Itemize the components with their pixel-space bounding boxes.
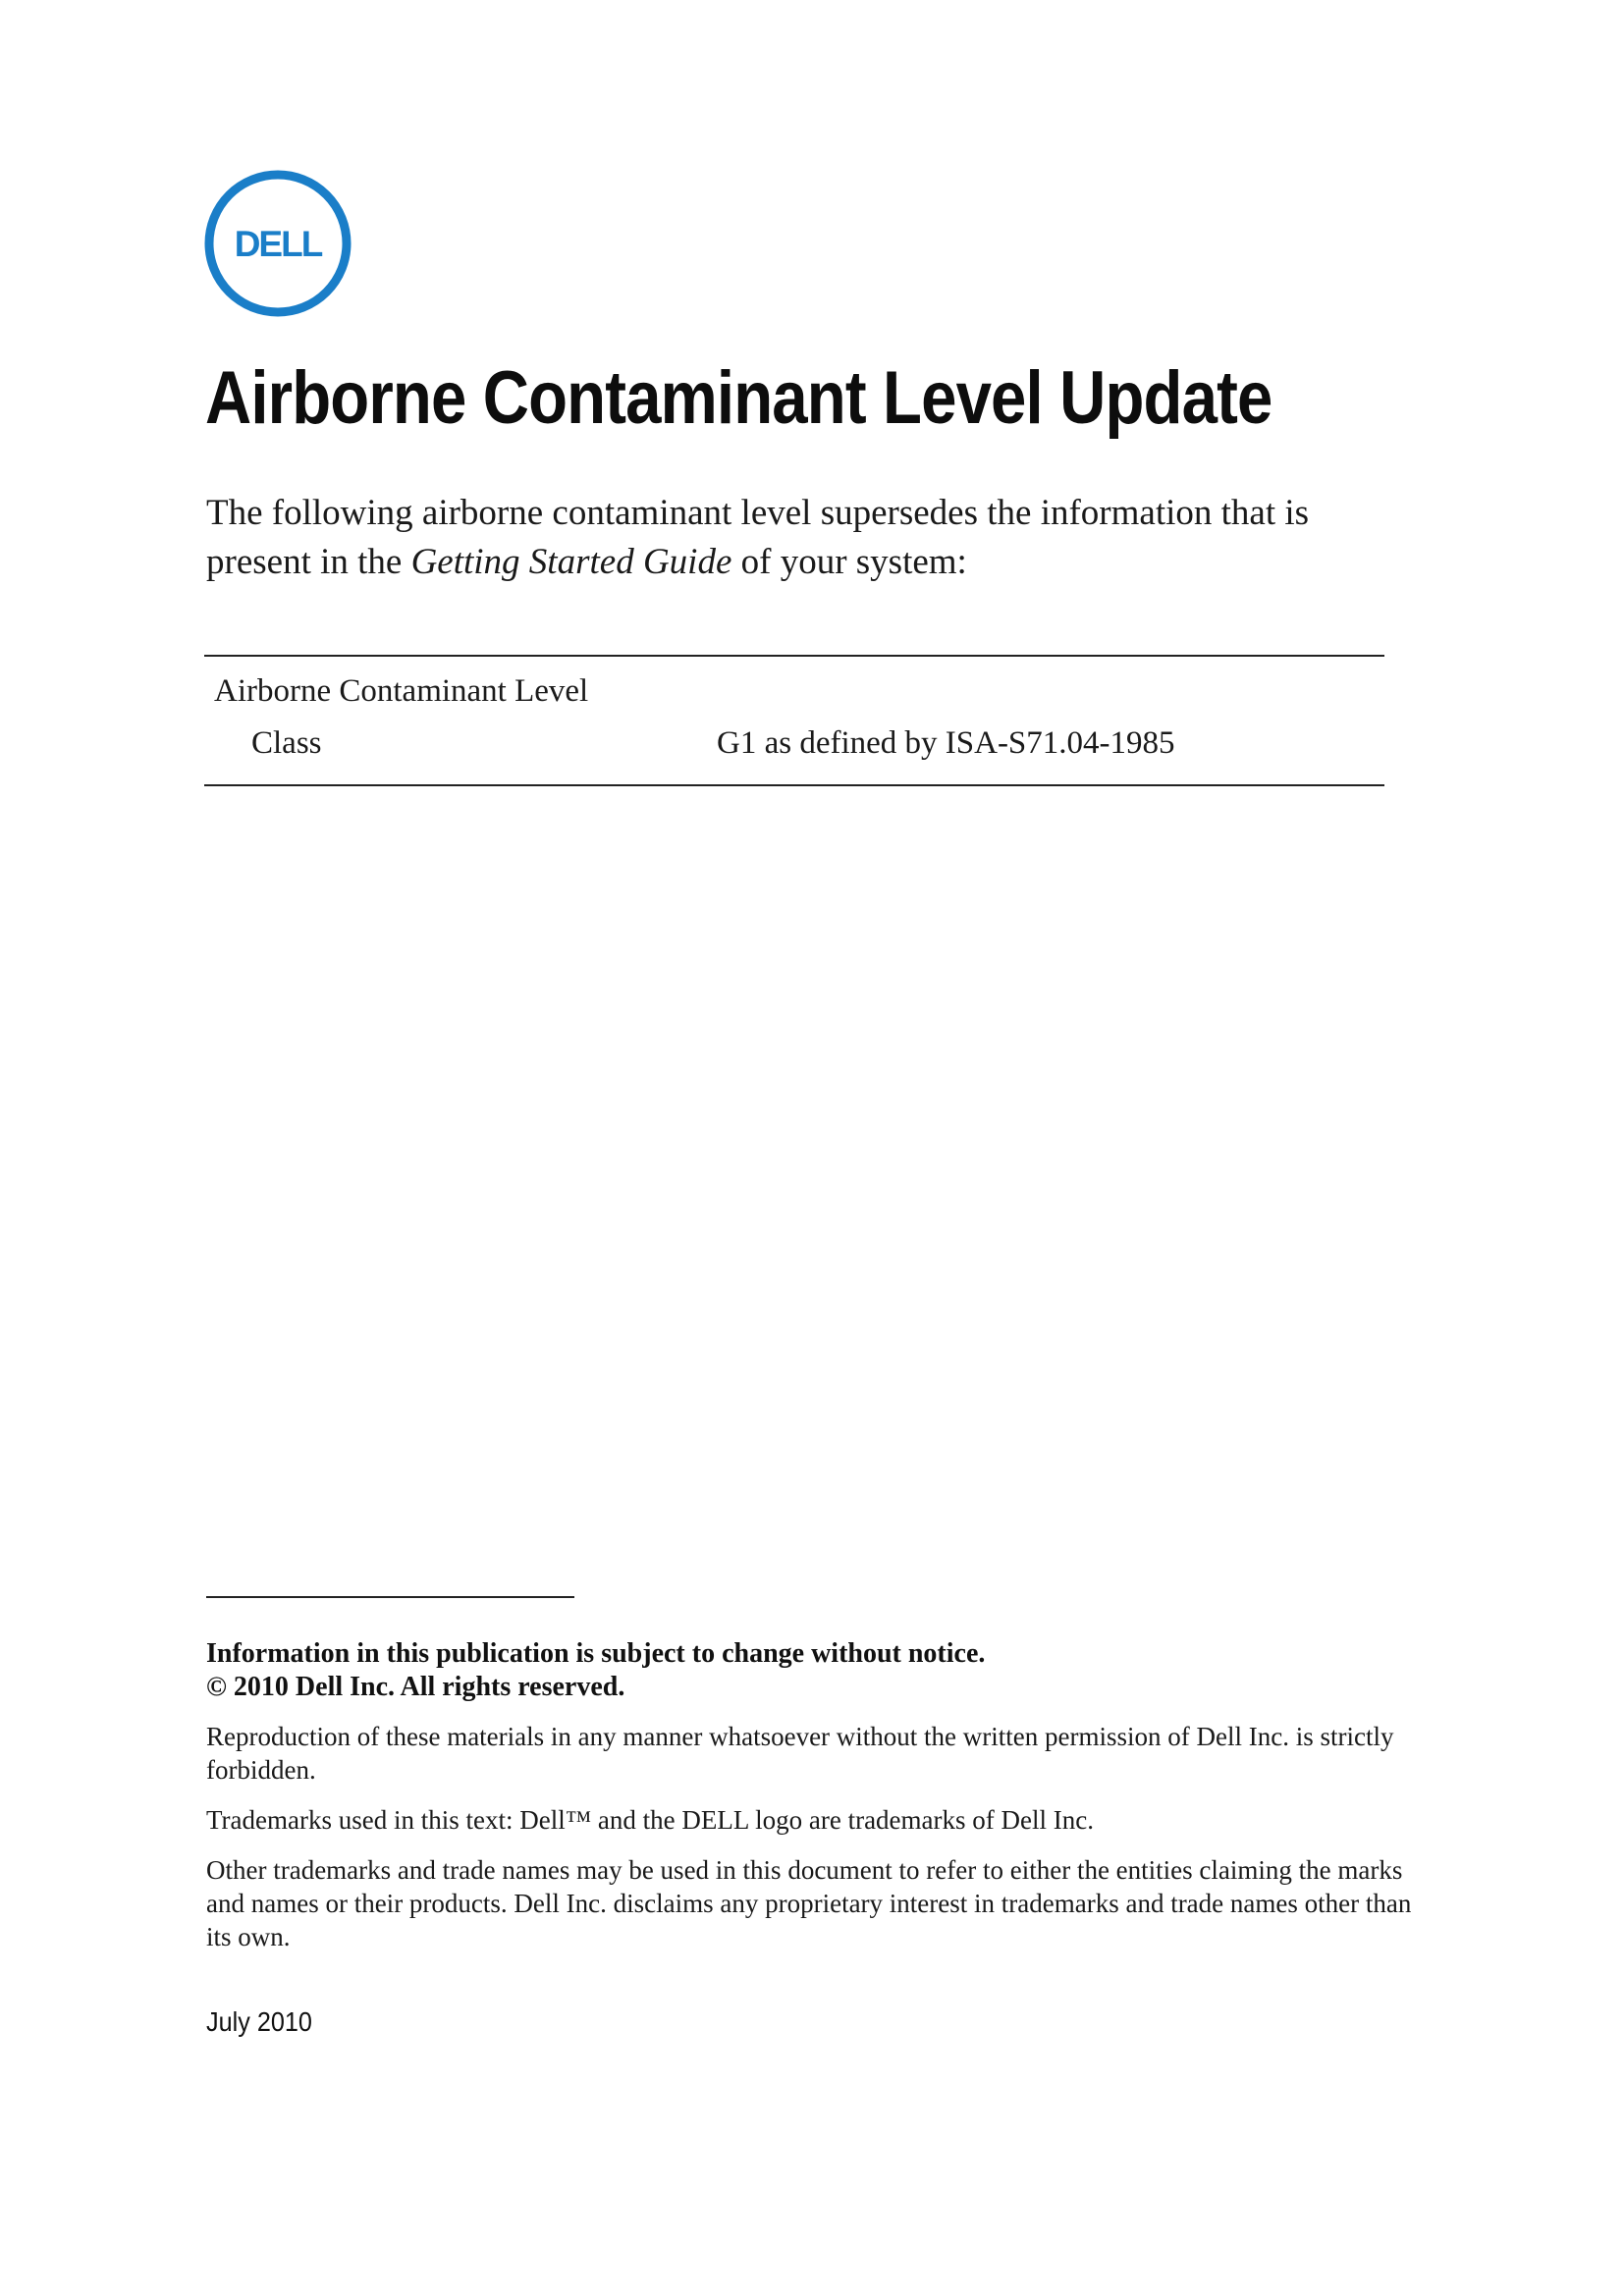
spec-table-heading: Airborne Contaminant Level [214,673,589,709]
notice-block [206,1637,985,1704]
intro-line-2-start: present in the [206,542,411,582]
reproduction-paragraph: Reproduction of these materials in any manner whatsoever without the written permission of Dell Inc. is strictly forbidden. [206,1722,1394,1785]
contaminant-spec-table [204,655,1384,786]
spec-label: Class [251,725,322,761]
page-title: Airborne Contaminant Level Update [205,356,1272,440]
intro-line-2-end: of your system: [731,542,967,582]
intro-line-1: The following airborne contaminant level supersedes the information that is [206,493,1310,533]
spec-row-class [204,716,1384,784]
other-trademarks-paragraph: Other trademarks and trade names may be used in this document to refer to either the entities claiming the marks and names or their products. Dell Inc. disclaims any proprietary interest in trademarks and trade names other than its own. [206,1855,1412,1951]
guide-title: Getting Started Guide [410,542,732,582]
dell-logo [203,169,352,318]
footnote-divider [206,1596,574,1598]
trademarks-paragraph: Trademarks used in this text: Dell™ and the DELL logo are trademarks of Dell Inc. [206,1805,1094,1835]
copyright-notice: © 2010 Dell Inc. All rights reserved. [206,1672,625,1702]
change-notice: Information in this publication is subject to change without notice. [206,1638,986,1669]
intro-line-2 [206,538,1443,587]
svg-text:DELL: DELL [234,224,322,264]
publication-date: July 2010 [206,2006,312,2037]
spec-value: G1 as defined by ISA-S71.04-1985 [717,725,1175,761]
intro-paragraph [206,489,1443,587]
